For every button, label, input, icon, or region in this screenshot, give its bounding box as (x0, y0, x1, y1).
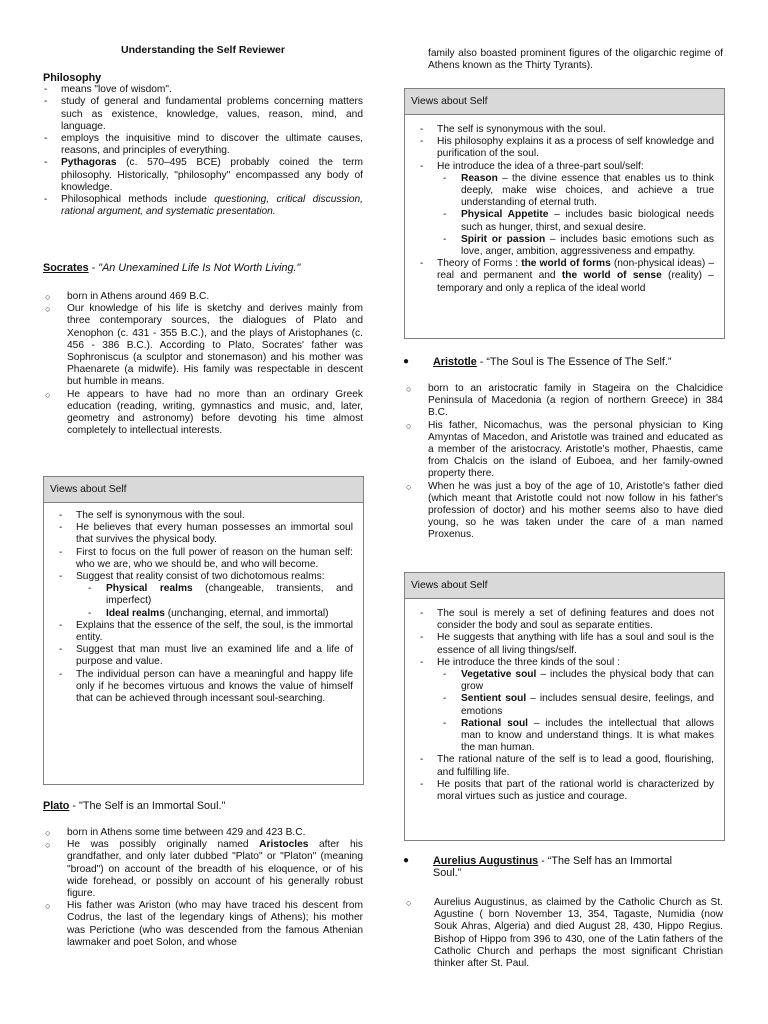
views-box-header: Views about Self (44, 477, 363, 503)
plato-heading: Plato - "The Self is an Immortal Soul." (43, 800, 226, 812)
list-item: - Rational soul – includes the intellectual that allows man to know and understand things. It is what makes the man human. (437, 718, 714, 755)
philosopher-quote: “The Soul is The Essence of The Self.” (486, 356, 672, 368)
views-list (58, 510, 353, 705)
list-item: - Vegetative soul – includes the physical body that can grow (437, 669, 714, 693)
list-item: ○ His father, Nicomachus, was the personal physician to King Amyntas of Macedon, and Aristotle was trained and educated as a member of the aristocracy. Aristotle's mother, Phaestis, came from Chalcis on the island of Euboea, and her family-owned property there. (404, 420, 723, 481)
methods-text: questioning, critical discussion, rational argument, and systematic presentation. (61, 194, 363, 218)
views-box-header: Views about Self (405, 89, 724, 115)
list-item: ○ born in Athens around 469 B.C. (43, 291, 363, 303)
views-list (419, 608, 714, 803)
list-item: - Suggest that reality consist of two dichotomous realms: - Physical realms (changeable, transients, and imperfect) - Ideal realms (unchanging, eternal, and immortal) (58, 571, 353, 620)
soul-parts-sublist (437, 173, 714, 258)
plato-bio-continuation: family also boasted prominent figures of the oligarchic regime of Athens known as the Thirty Tyrants). (428, 48, 723, 72)
list-item: - Physical realms (changeable, transients, and imperfect) (82, 583, 353, 607)
list-item: - Reason – the divine essence that enables us to think deeply, make wise choices, and achieve a true understanding of eternal truth. (437, 173, 714, 210)
list-item: - Suggest that man must live an examined life and a life of purpose and value. (58, 644, 353, 668)
augustine-heading: ● Aurelius Augustinus - “The Self has an Immortal Soul.” (403, 855, 673, 880)
term-aristocles: Aristocles (259, 839, 309, 851)
term-pythagoras: Pythagoras (61, 157, 117, 169)
list-item: - He introduce the three kinds of the soul : - Vegetative soul – includes the physical body that can grow - Sentient soul – includes sensual desire, feelings, and emotions - Rational soul – includes the intellectual that allows man to know and understand things. It is what makes the man human. (419, 657, 714, 755)
list-item: - First to focus on the full power of reason on the human self: who we are, who we should be, and who will become. (58, 547, 353, 571)
list-item: - The soul is merely a set of defining features and does not consider the body and soul as separate entities. (419, 608, 714, 632)
list-item: - Physical Appetite – includes basic biological needs such as hunger, thirst, and sexual desire. (437, 209, 714, 233)
plato-views-box (404, 88, 725, 339)
list-item: - Sentient soul – includes sensual desire, feelings, and emotions (437, 693, 714, 717)
list-item: - He suggests that anything with life has a soul and soul is the essence of all living things/self. (419, 632, 714, 656)
philosopher-name: Socrates (43, 262, 89, 274)
philosopher-name: Aurelius Augustinus (433, 855, 539, 867)
views-list (419, 124, 714, 295)
list-item: - Explains that the essence of the self, the soul, is the immortal entity. (58, 620, 353, 644)
socrates-bio (43, 291, 363, 437)
list-item: - The self is synonymous with the soul. (419, 124, 714, 136)
aristotle-bio (404, 383, 723, 542)
list-item: - The individual person can have a meaningful and happy life only if he becomes virtuous and knows the value of himself that can be achieved through incessant soul-searching. (58, 669, 353, 706)
list-item: - means "love of wisdom". (43, 84, 363, 96)
list-item: - employs the inquisitive mind to discover the ultimate causes, reasons, and principles of everything. (43, 133, 363, 157)
document-title: Understanding the Self Reviewer (121, 44, 285, 56)
socrates-views-box (43, 476, 364, 785)
list-item: - Ideal realms (unchanging, eternal, and immortal) (82, 608, 353, 620)
section-heading-philosophy: Philosophy (43, 72, 102, 84)
socrates-heading: Socrates - "An Unexamined Life Is Not Worth Living." (43, 262, 301, 274)
philosopher-name: Plato (43, 800, 70, 812)
list-item: - He believes that every human possesses an immortal soul that survives the physical body. (58, 522, 353, 546)
list-item: ○ He was possibly originally named Aristocles after his grandfather, and only later dubbed "Plato" or "Platon" (meaning "broad") on account of the breadth of his eloquence, or of his wide forehead, or possibly on account of his generally robust figure. (43, 839, 363, 900)
bullet-icon: ● (403, 855, 410, 866)
philosopher-name: Aristotle (433, 356, 477, 368)
list-item: - Theory of Forms : the world of forms (non-physical ideas) – real and permanent and the world of sense (reality) – temporary and only a replica of the ideal world (419, 258, 714, 295)
list-item: ○ born in Athens some time between 429 and 423 B.C. (43, 827, 363, 839)
philosophy-section (43, 72, 363, 218)
list-item: - His philosophy explains it as a process of self knowledge and purification of the soul. (419, 136, 714, 160)
augustine-bio (404, 897, 723, 970)
views-box-header: Views about Self (405, 573, 724, 599)
list-item: ○ Our knowledge of his life is sketchy and derives mainly from three contemporary sources, the dialogues of Plato and Xenophon (c. 431 - 355 B.C.), and the plays of Aristophanes (c. 456 - 386 B.C.). According to Plato, Socrates' father was Sophroniscus (a sculptor and stonemason) and his mother was Phaenarete (a midwife). His family was respectable in descent but humble in means. (43, 303, 363, 388)
bullet-icon: ● (403, 356, 410, 367)
plato-bio (43, 827, 363, 949)
list-item: - study of general and fundamental problems concerning matters such as existence, knowledge, values, reason, mind, and language. (43, 96, 363, 133)
realms-sublist (82, 583, 353, 620)
list-item: ○ born to an aristocratic family in Stageira on the Chalcidice Peninsula of Macedonia (a region of northern Greece) in 384 B.C. (404, 383, 723, 420)
list-item: - The rational nature of the self is to lead a good, flourishing, and fulfilling life. (419, 754, 714, 778)
list-item: ○ When he was just a boy of the age of 10, Aristotle's father died (which meant that Aristotle could not now follow in his father's profession of doctor) and his mother seems also to have died young, so he was taken under the care of a man named Proxenus. (404, 481, 723, 542)
list-item: - He posits that part of the rational world is characterized by moral virtues such as justice and courage. (419, 779, 714, 803)
philosophy-list (43, 84, 363, 218)
soul-kinds-sublist (437, 669, 714, 754)
list-item: - Spirit or passion – includes basic emotions such as love, anger, ambition, aggressiveness and empathy. (437, 234, 714, 258)
list-item: ○ Aurelius Augustinus, as claimed by the Catholic Church as St. Agustine ( born November 13, 354, Tagaste, Numidia (now Souk Ahras, Algeria) and died August 28, 430, Hippo Regius. Bishop of Hippo from 396 to 430, one of the Latin fathers of the Catholic Church and perhaps the most significant Christian thinker after St. Paul. (404, 897, 723, 970)
aristotle-heading: ● Aristotle - “The Soul is The Essence of The Self.” (403, 356, 672, 368)
list-item: - He introduce the idea of a three-part soul/self: - Reason – the divine essence that enables us to think deeply, make wise choices, and achieve a true understanding of eternal truth. - Physical Appetite – includes basic biological needs such as hunger, thirst, and sexual desire. - Spirit or passion – includes basic emotions such as love, anger, ambition, aggressiveness and empathy. (419, 161, 714, 259)
philosopher-quote: “The Self has an Immortal Soul.” (433, 855, 673, 880)
aristotle-views-box (404, 572, 725, 841)
list-item: ○ He appears to have had no more than an ordinary Greek education (reading, writing, gymnastics and music, and, later, geometry and astronomy) before devoting his time almost completely to intellectual interests. (43, 389, 363, 438)
list-item: - The self is synonymous with the soul. (58, 510, 353, 522)
list-item: ○ His father was Ariston (who may have traced his descent from Codrus, the last of the legendary kings of Athens); his mother was Perictione (who was descended from the famous Athenian lawmaker and poet Solon, and whose (43, 900, 363, 949)
list-item: - Pythagoras (c. 570–495 BCE) probably coined the term philosophy. Historically, "philosophy" encompassed any body of knowledge. (43, 157, 363, 194)
philosopher-quote: "The Self is an Immortal Soul." (79, 800, 226, 812)
philosopher-quote: "An Unexamined Life Is Not Worth Living." (98, 262, 301, 274)
list-item: - Philosophical methods include questioning, critical discussion, rational argument, and systematic presentation. (43, 194, 363, 218)
